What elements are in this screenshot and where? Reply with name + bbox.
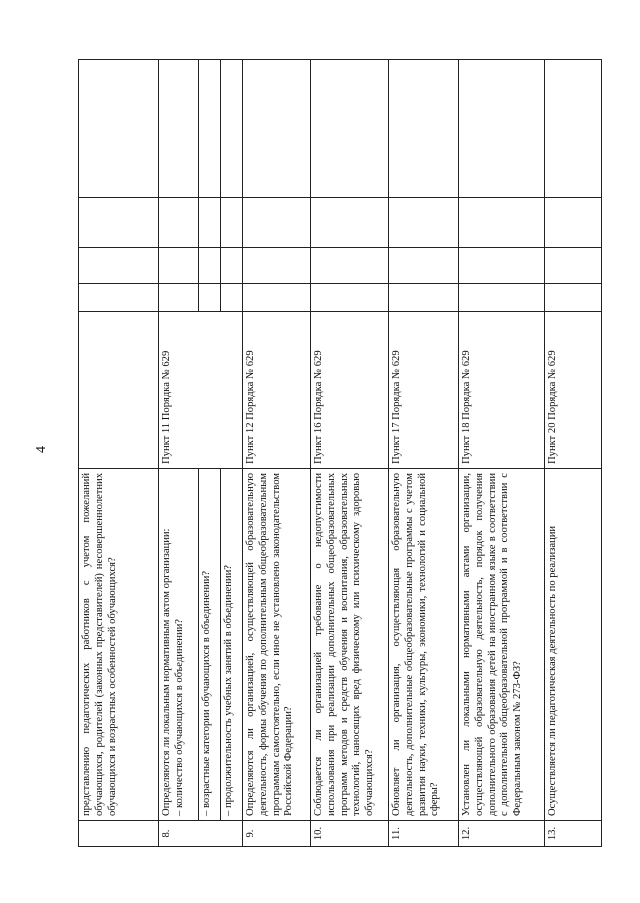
row-reference: Пункт 20 Порядка № 629 [545,312,602,469]
row-number: 8. [159,821,243,847]
note-cell [199,60,221,198]
check-cell [545,198,602,248]
table-row [159,60,199,847]
note-cell [545,60,602,198]
row-reference: Пункт 16 Порядка № 629 [311,312,389,469]
check-cell [311,198,389,248]
row-subitem: – возрастные категории обучающихся в объединении? [199,469,221,821]
page-number: 4 [34,446,49,453]
check-cell [389,248,459,284]
check-cell [221,198,243,248]
check-cell [199,284,221,312]
row-number: 12. [459,821,545,847]
row-reference [79,312,159,469]
table-row [389,60,459,847]
table-row [545,60,602,847]
row-number [79,821,159,847]
row-question-intro: Определяются ли локальным нормативным актом организации: [161,528,172,816]
row-number: 11. [389,821,459,847]
check-cell [243,198,311,248]
check-cell [389,198,459,248]
checklist-table-rotated [78,60,601,847]
check-cell [199,248,221,284]
table-row [459,60,545,847]
note-cell [389,60,459,198]
row-reference: Пункт 18 Порядка № 629 [459,312,545,469]
check-cell [311,284,389,312]
row-question: Определяются ли организацией, осуществляющей образовательную деятельность, формы обучения по дополнительным общеобразовательным программам самостоятельно, если иное не установлено законодательством Российской Федерации? [243,469,311,821]
note-cell [159,60,199,198]
note-cell [459,60,545,198]
row-question: Установлен ли локальными нормативными актами организации, осуществляющей образовательную деятельность, порядок получения дополнительного образования детей на иностранном языке в соответствии с дополнительной общеобразовательной программой и в соответствии с Федеральным законом № 273-ФЗ? [459,469,545,821]
row-question: Осуществляется ли педагогическая деятельность по реализации [545,469,602,821]
row-number: 13. [545,821,602,847]
check-cell [159,248,199,284]
row-number: 10. [311,821,389,847]
check-cell [545,284,602,312]
check-cell [159,284,199,312]
row-subitem: – количество обучающихся в объединении? [173,619,185,816]
check-cell [311,248,389,284]
note-cell [311,60,389,198]
row-question [159,469,199,821]
check-cell [459,284,545,312]
check-cell [389,284,459,312]
note-cell [79,60,159,198]
row-question: Соблюдается ли организацией требование о недопустимости использования при реализации дополнительных общеобразовательных программ методов и средств обучения и воспитания, образовательных технологий, наносящих вред физическому или психическому здоровью обучающихся? [311,469,389,821]
table-row [243,60,311,847]
row-reference: Пункт 11 Порядка № 629 [159,312,243,469]
check-cell [459,248,545,284]
check-cell [79,248,159,284]
check-cell [243,284,311,312]
row-reference: Пункт 17 Порядка № 629 [389,312,459,469]
check-cell [159,198,199,248]
table-row [311,60,389,847]
check-cell [199,198,221,248]
row-reference: Пункт 12 Порядка № 629 [243,312,311,469]
checklist-table [78,59,602,847]
check-cell [545,248,602,284]
check-cell [459,198,545,248]
table-row [79,60,159,847]
check-cell [221,284,243,312]
row-subitem: – продолжительность учебных занятий в объединении? [221,469,243,821]
check-cell [243,248,311,284]
row-number: 9. [243,821,311,847]
check-cell [79,284,159,312]
check-cell [79,198,159,248]
check-cell [221,248,243,284]
row-question: представлению педагогических работников с учетом пожеланий обучающихся, родителей (законных представителей) несовершеннолетних обучающихся и возрастных особенностей обучающихся? [79,469,159,821]
note-cell [221,60,243,198]
note-cell [243,60,311,198]
row-question: Обновляет ли организация, осуществляющая образовательную деятельность, дополнительные общеобразовательные программы с учетом развития науки, техники, культуры, экономики, технологий и социальной сферы? [389,469,459,821]
